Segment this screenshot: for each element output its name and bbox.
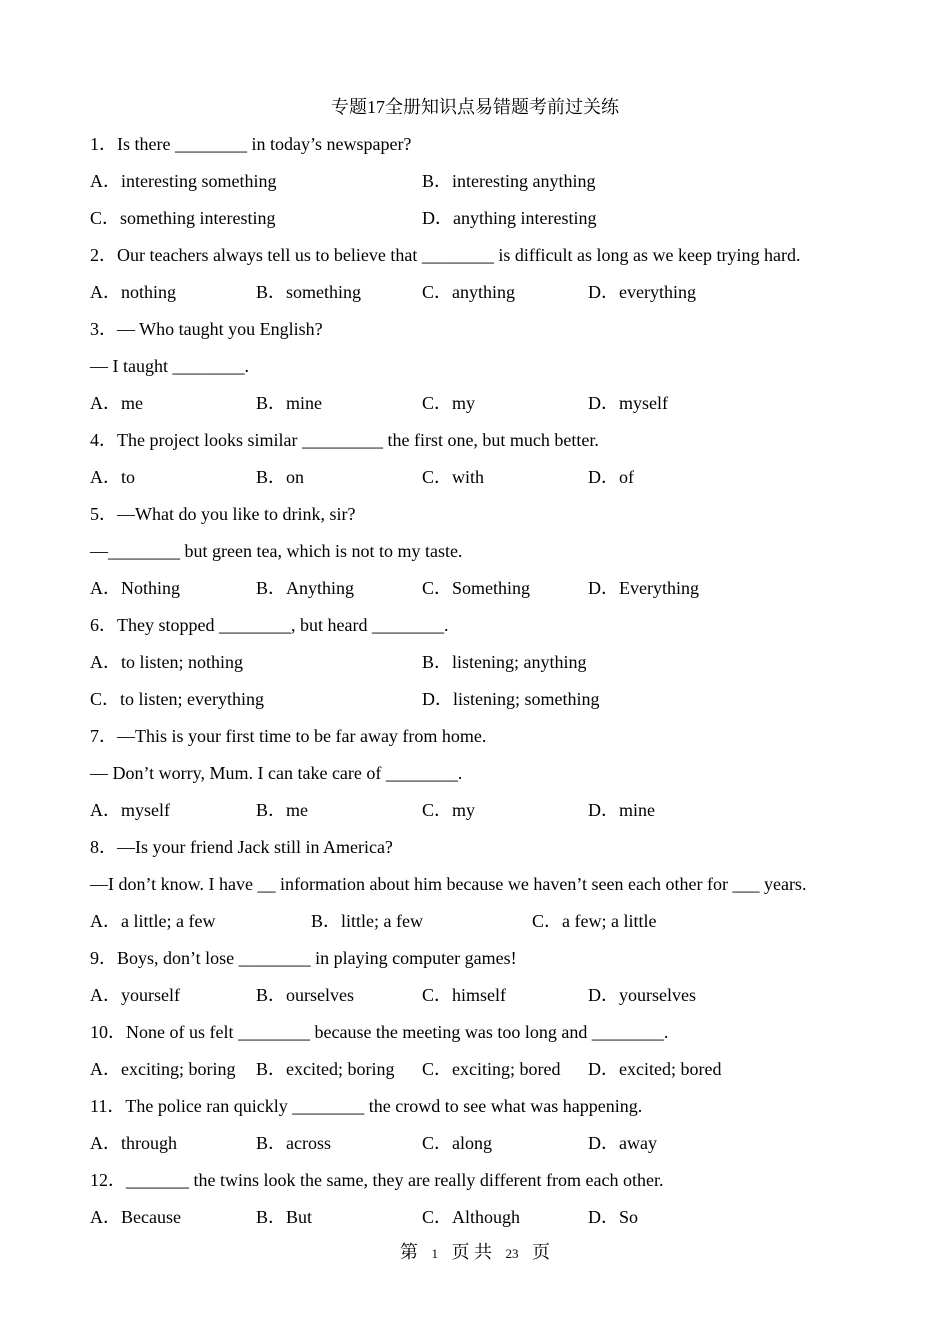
answer-option[interactable]: B．mine xyxy=(256,393,322,413)
answer-option[interactable]: C．exciting; bored xyxy=(422,1059,561,1079)
answer-option[interactable]: C．himself xyxy=(422,985,506,1005)
options-row xyxy=(90,649,870,686)
answer-option[interactable]: D．yourselves xyxy=(588,985,696,1005)
answer-option[interactable]: B．something xyxy=(256,282,362,302)
answer-option[interactable]: A．exciting; boring xyxy=(90,1059,236,1079)
answer-option[interactable]: B．interesting anything xyxy=(422,171,596,191)
question-dialogue-line: — Don’t worry, Mum. I can take care of ________. xyxy=(90,763,463,783)
answer-option[interactable]: A．yourself xyxy=(90,985,180,1005)
page-title: 专题17全册知识点易错题考前过关练 xyxy=(331,97,619,117)
answer-option[interactable]: A．me xyxy=(90,393,143,413)
answer-option[interactable]: A．to listen; nothing xyxy=(90,652,243,672)
question-stem: 8．—Is your friend Jack still in America? xyxy=(90,837,393,857)
answer-option[interactable]: C．along xyxy=(422,1133,492,1153)
answer-option[interactable]: C．Although xyxy=(422,1207,521,1227)
options-row xyxy=(90,279,870,316)
answer-option[interactable]: A．Because xyxy=(90,1207,181,1227)
question-list xyxy=(90,131,870,1241)
answer-option[interactable]: B．ourselves xyxy=(256,985,354,1005)
question-dialogue-line: —________ but green tea, which is not to my taste. xyxy=(90,541,463,561)
answer-option[interactable]: B．listening; anything xyxy=(422,652,587,672)
answer-option[interactable]: C．with xyxy=(422,467,485,487)
footer-prefix: 第 xyxy=(400,1242,418,1262)
options-row xyxy=(90,390,870,427)
question-stem: 11．The police ran quickly ________ the crowd to see what was happening. xyxy=(90,1096,643,1116)
answer-option[interactable]: D．everything xyxy=(588,282,696,302)
question-stem: 9．Boys, don’t lose ________ in playing computer games! xyxy=(90,948,517,968)
question-stem: 1．Is there ________ in today’s newspaper? xyxy=(90,134,412,154)
answer-option[interactable]: D．myself xyxy=(588,393,668,413)
answer-option[interactable]: A．interesting something xyxy=(90,171,277,191)
question-stem: 12．_______ the twins look the same, they are really different from each other. xyxy=(90,1170,664,1190)
footer-total-pages: 23 xyxy=(505,1246,519,1261)
footer-suffix: 页 xyxy=(532,1242,550,1262)
options-row xyxy=(90,1130,870,1167)
answer-option[interactable]: B．me xyxy=(256,800,308,820)
answer-option[interactable]: B．Anything xyxy=(256,578,355,598)
answer-option[interactable]: C．a few; a little xyxy=(532,911,657,931)
answer-option[interactable]: A．to xyxy=(90,467,135,487)
options-row xyxy=(90,797,870,834)
question-stem: 7．—This is your first time to be far away from home. xyxy=(90,726,487,746)
question-stem: 10．None of us felt ________ because the meeting was too long and ________. xyxy=(90,1022,669,1042)
options-row xyxy=(90,464,870,501)
answer-option[interactable]: C．something interesting xyxy=(90,208,276,228)
answer-option[interactable]: A．myself xyxy=(90,800,170,820)
answer-option[interactable]: C．my xyxy=(422,800,476,820)
answer-option[interactable]: A．through xyxy=(90,1133,177,1153)
answer-option[interactable]: B．excited; boring xyxy=(256,1059,395,1079)
question-stem: 2．Our teachers always tell us to believe that ________ is difficult as long as we keep trying hard. xyxy=(90,245,801,265)
answer-option[interactable]: B．on xyxy=(256,467,305,487)
answer-option[interactable]: B．across xyxy=(256,1133,331,1153)
answer-option[interactable]: C．my xyxy=(422,393,476,413)
question-dialogue-line: —I don’t know. I have __ information about him because we haven’t seen each other for ___ years. xyxy=(90,874,807,894)
options-row xyxy=(90,982,870,1019)
question-stem: 5．—What do you like to drink, sir? xyxy=(90,504,356,524)
answer-option[interactable]: A．a little; a few xyxy=(90,911,216,931)
options-row xyxy=(90,1056,870,1093)
footer-page-number: 1 xyxy=(431,1246,438,1261)
footer-middle: 页 共 xyxy=(451,1242,492,1262)
answer-option[interactable]: D．Everything xyxy=(588,578,699,598)
answer-option[interactable]: C．anything xyxy=(422,282,515,302)
answer-option[interactable]: B．But xyxy=(256,1207,313,1227)
answer-option[interactable]: D．anything interesting xyxy=(422,208,597,228)
answer-option[interactable]: D．mine xyxy=(588,800,655,820)
answer-option[interactable]: D．listening; something xyxy=(422,689,600,709)
answer-option[interactable]: A．Nothing xyxy=(90,578,180,598)
question-stem: 4．The project looks similar _________ the first one, but much better. xyxy=(90,430,599,450)
answer-option[interactable]: D．of xyxy=(588,467,634,487)
page-footer xyxy=(0,1239,950,1267)
question-dialogue-line: — I taught ________. xyxy=(90,356,249,376)
options-row xyxy=(90,686,870,723)
options-row xyxy=(90,205,870,242)
answer-option[interactable]: D．excited; bored xyxy=(588,1059,722,1079)
question-stem: 3．— Who taught you English? xyxy=(90,319,323,339)
answer-option[interactable]: D．away xyxy=(588,1133,657,1153)
answer-option[interactable]: B．little; a few xyxy=(311,911,423,931)
answer-option[interactable]: D．So xyxy=(588,1207,639,1227)
answer-option[interactable]: C．Something xyxy=(422,578,531,598)
options-row xyxy=(90,1204,870,1241)
question-stem: 6．They stopped ________, but heard ________. xyxy=(90,615,449,635)
answer-option[interactable]: C．to listen; everything xyxy=(90,689,264,709)
options-row xyxy=(90,908,870,945)
answer-option[interactable]: A．nothing xyxy=(90,282,177,302)
options-row xyxy=(90,575,870,612)
options-row xyxy=(90,168,870,205)
